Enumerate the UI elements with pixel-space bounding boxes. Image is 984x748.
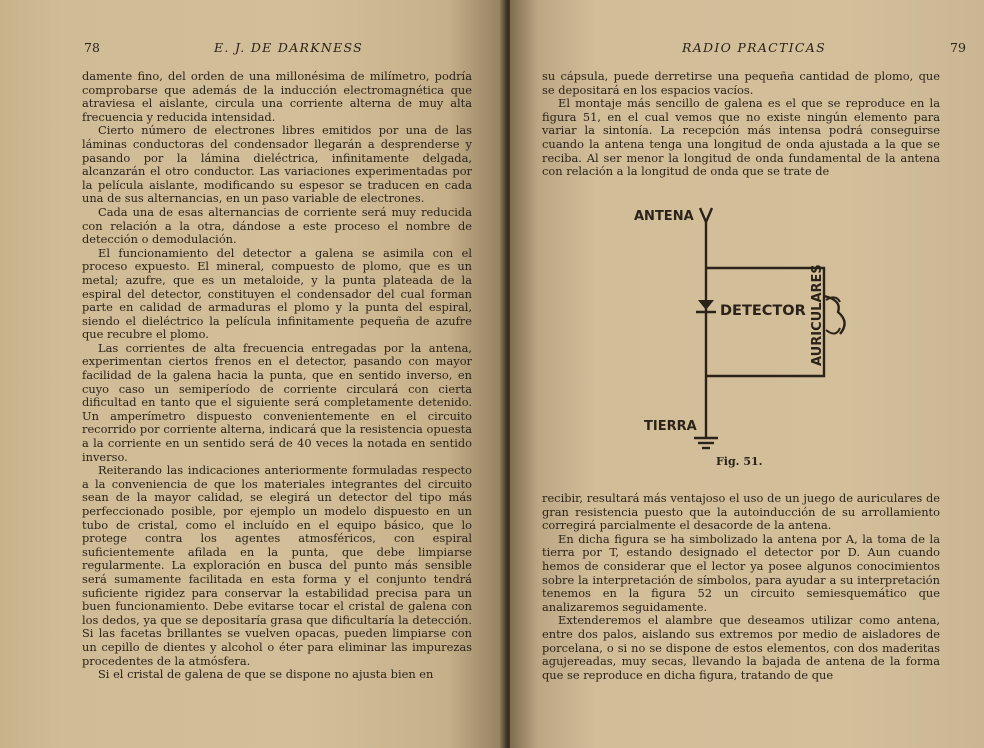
paragraph: En dicha figura se ha simbolizado la antena por A, la toma de la tierra por T, estando designado el detector por D. Aun cuando hemos de considerar que el lector ya posee algunos conocimientos sobre la interpretación de símbolos, para ayudar a su interpretación tenemos en la figura 52 un circuito semiesquemático que analizaremos seguidamente.	[542, 531, 940, 614]
paragraph: El montaje más sencillo de galena es el que se reproduce en la figura 51, en el cual vemos que no existe ningún elemento para variar la sintonía. La recepción más intensa podrá conseguirse cuando la antena tenga una longitud de onda ajustada a la que se reciba. Al ser menor la longitud de onda fundamental de la antena con relación a la longitud de onda que se trate de	[542, 96, 940, 179]
paragraph: damente fino, del orden de una millonésima de milímetro, podría comprobarse que además de la inducción electromagnética que atraviesa el aislante, circula una corriente alterna de muy alta frecuencia y reducida intensidad.	[82, 69, 472, 124]
earphones-label: AURICULARES	[810, 264, 825, 366]
paragraph: Cierto número de electrones libres emitidos por una de las láminas conductoras del condensador llegarán a desprenderse y pasando por la lámina dieléctrica, infinitamente delgada, alcanzarán el otro conductor. Las variaciones experimentadas por la película aislante, modificando su espesor se traducen en cada una de sus alternancias, en un paso variable de electrones.	[82, 123, 472, 206]
running-head-left: E. J. DE DARKNESS	[214, 40, 364, 55]
paragraph: Reiterando las indicaciones anteriormente formuladas respecto a la conveniencia de que los materiales integrantes del circuito sean de la mayor calidad, se elegirá un detector del tipo más perfeccionado posible, por ejemplo un modelo dispuesto en un tubo de cristal, como el incluído en el equipo básico, que lo protege contra los agentes atmosféricos, con espiral suficientemente afilada en la punta, que debe limpiarse regularmente. La exploración en busca del punto más sensible será sumamente facilitada en esta forma y el conjunto tendrá suficiente rigidez para conservar la estabilidad precisa para un buen funcionamiento. Debe evitarse tocar el cristal de galena con los dedos, ya que se depositaría grasa que dificultaría la detección. Si las facetas brillantes se vuelven opacas, pueden limpiarse con un cepillo de dientes y alcohol o éter para eliminar las impurezas procedentes de la atmósfera.	[82, 463, 472, 668]
circuit-diagram	[610, 200, 850, 470]
paragraph: recibir, resultará más ventajoso el uso de un juego de auriculares de gran resistencia puesto que la autoinducción de su arrollamiento corregirá parcialmente el desacorde de la antena.	[542, 491, 940, 533]
page-number-left: 78	[84, 40, 100, 55]
running-head-right: RADIO PRACTICAS	[682, 40, 826, 55]
antenna-label: ANTENA	[634, 209, 694, 224]
earphone-circuit-loop	[706, 268, 824, 376]
left-page-body	[82, 70, 472, 682]
right-page-top-text	[542, 70, 940, 179]
paragraph: Si el cristal de galena de que se dispone no ajusta bien en	[98, 667, 434, 682]
earphones-icon	[824, 296, 845, 334]
ground-label: TIERRA	[644, 419, 697, 434]
paragraph: Cada una de esas alternancias de corriente será muy reducida con relación a la otra, dándose a este proceso el nombre de detección o demodulación.	[82, 204, 472, 247]
detector-label: DETECTOR	[720, 303, 806, 319]
right-page-bottom-text	[542, 492, 940, 682]
paragraph: Extenderemos el alambre que deseamos utilizar como antena, entre dos palos, aislando sus extremos por medio de aisladores de porcelana, o si no se dispone de estos elementos, con dos maderitas agujereadas, muy secas, llevando la bajada de antena de la forma que se reproduce en dicha figura, tratando de que	[542, 613, 940, 682]
paragraph: su cápsula, puede derretirse una pequeña cantidad de plomo, que se depositará en los espacios vacíos.	[542, 69, 940, 97]
page-number-right: 79	[950, 40, 966, 55]
antenna-icon	[700, 208, 712, 222]
figure-caption: Fig. 51.	[716, 455, 763, 468]
paragraph: Las corrientes de alta frecuencia entregadas por la antena, experimentan ciertos frenos en el detector, pasando con mayor facilidad de la galena hacia la punta, que en sentido inverso, en cuyo caso un semiperíodo de corriente circulará con cierta dificultad en tanto que el siguiente será completamente detenido. Un amperímetro dispuesto convenientemente en el circuito recorrido por corriente alterna, indicará que la resistencia opuesta a la corriente en un sentido será de 40 veces la notada en sentido inverso.	[82, 340, 472, 464]
paragraph: El funcionamiento del detector a galena se asimila con el proceso expuesto. El mineral, compuesto de plomo, que es un metal; azufre, que es un metaloide, y la punta plateada de la espiral del detector, constituyen el condensador del cual forman parte en calidad de armaduras el plomo y la punta del espiral, siendo el dieléctrico la película infinitamente pequeña de azufre que recubre el plomo.	[82, 245, 472, 342]
